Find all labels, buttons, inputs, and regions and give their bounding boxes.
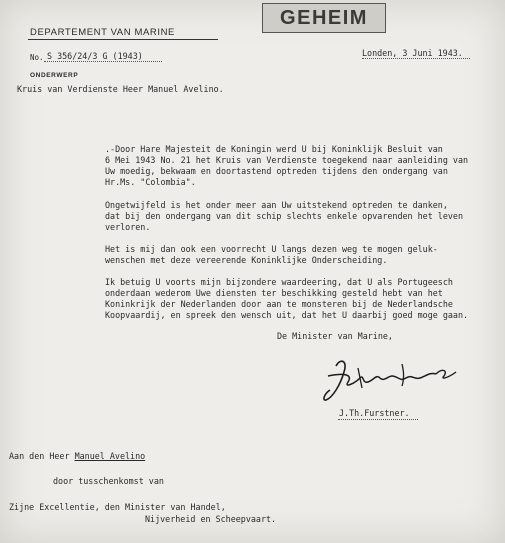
dateline xyxy=(362,48,463,59)
signer-name: J.Th.Furstner. xyxy=(339,408,410,418)
reference-dotted-rule xyxy=(44,61,162,62)
letterhead-divider xyxy=(28,39,218,40)
subject-label: ONDERWERP xyxy=(30,72,79,79)
ministry-letterhead: DEPARTEMENT VAN MARINE xyxy=(30,27,175,38)
body-line: verloren. xyxy=(105,222,151,232)
body-line: onderdaan wederom Uwe diensten ter beschikking gesteld hebt van het xyxy=(105,288,443,298)
secret-stamp: GEHEIM xyxy=(262,3,386,33)
dateline-text: Londen, 3 Juni 1943. xyxy=(362,48,463,58)
body-paragraph-2 xyxy=(105,200,463,233)
body-line: Hr.Ms. "Colombia". xyxy=(105,177,196,187)
addressee-prefix: Aan den Heer xyxy=(9,451,70,461)
recipient-line-2: Nijverheid en Scheepvaart. xyxy=(145,514,277,524)
recipient-line-1: Zijne Excellentie, den Minister van Handel, xyxy=(9,502,226,512)
body-paragraph-3 xyxy=(105,244,438,266)
subject-text: Kruis van Verdienste Heer Manuel Avelino. xyxy=(17,84,224,94)
body-line: Het is mij dan ook een voorrecht U langs dezen weg te mogen geluk- xyxy=(105,244,438,254)
body-line: .-Door Hare Majesteit de Koningin werd U bij Koninklijk Besluit van xyxy=(105,144,443,154)
handwritten-signature xyxy=(318,354,463,406)
body-paragraph-1 xyxy=(105,144,468,188)
signer-dotted-rule xyxy=(338,419,418,420)
addressee-line xyxy=(9,451,145,462)
via-line: door tusschenkomst van xyxy=(53,476,164,486)
closing-line: De Minister van Marine, xyxy=(277,331,393,341)
body-line: Koopvaardij, en spreek den wensch uit, dat het U daarbij goed moge gaan. xyxy=(105,310,469,320)
body-line: Ik betuig U voorts mijn bijzondere waardeering, dat U als Portugeesch xyxy=(105,277,453,287)
reference-label: No. xyxy=(30,53,44,62)
body-line: Uw moedig, bekwaam en doortastend optreden tijdens den ondergang van xyxy=(105,166,448,176)
body-line: dat bij den ondergang van dit schip slechts enkele opvarenden het leven xyxy=(105,211,463,221)
body-line: wenschen met deze vereerende Koninklijke Onderscheiding. xyxy=(105,255,388,265)
addressee-name: Manuel Avelino xyxy=(74,451,146,461)
body-line: Ongetwijfeld is het onder meer aan Uw uitstekend optreden te danken, xyxy=(105,200,448,210)
reference-number: S 356/24/3 G (1943) xyxy=(47,51,143,61)
body-line: Koninkrijk der Nederlanden door aan te monsteren bij de Nederlandsche xyxy=(105,299,453,309)
body-paragraph-4 xyxy=(105,277,468,321)
body-line: 6 Mei 1943 No. 21 het Kruis van Verdienste toegekend naar aanleiding van xyxy=(105,155,469,165)
dateline-dotted-rule xyxy=(362,58,470,59)
